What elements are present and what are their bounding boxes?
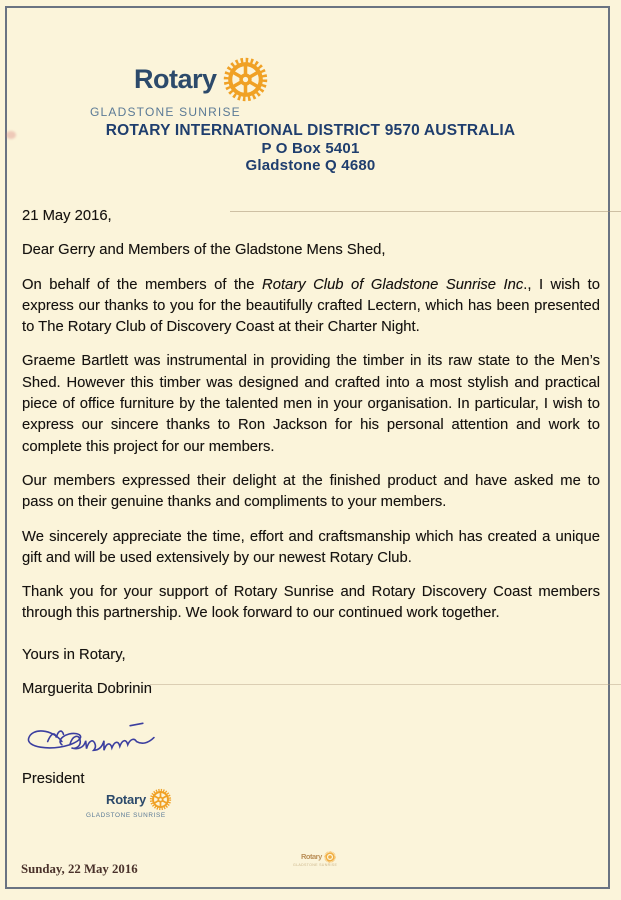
- rotary-club-name: GLADSTONE SUNRISE: [293, 863, 338, 867]
- paragraph-1: [22, 275, 600, 339]
- rotary-wordmark: Rotary: [106, 792, 146, 807]
- city-line: Gladstone Q 4680: [245, 157, 376, 174]
- rotary-logo-footer: [86, 788, 246, 819]
- paragraph-1-italic: Rotary Club of Gladstone Sunrise Inc: [262, 276, 524, 293]
- rotary-logo-row: [134, 56, 250, 103]
- letter-date: 21 May 2016,: [22, 208, 112, 224]
- rotary-club-name: GLADSTONE SUNRISE: [86, 812, 166, 819]
- paragraph-4: We sincerely appreciate the time, effort and craftsmanship which has created a unique gift and will be used extensively by our newest Rotary Club.: [22, 528, 600, 566]
- salutation: Dear Gerry and Members of the Gladstone Mens Shed,: [22, 242, 386, 259]
- rotary-logo-tiny: [293, 851, 453, 867]
- rotary-wheel-icon: [324, 851, 336, 863]
- rotary-club-name: GLADSTONE SUNRISE: [90, 105, 241, 119]
- paragraph-1-post: ., I wish to express our thanks to you for the beautifully crafted Lectern, which has been presented to The Rotary Club of Discovery Coast at their Charter Night.: [22, 276, 600, 336]
- paragraph-1-pre: On behalf of the members of the: [22, 276, 263, 293]
- paragraph-2: Graeme Bartlett was instrumental in providing the timber in its raw state to the Men’s Shed. However this timber was designed and crafted into a most stylish and practical piece of office furniture by the talented men in your organisation. In particular, I wish to express our sincere thanks to Ron Jackson for his personal attention and work to complete this project for our members.: [22, 353, 600, 455]
- rotary-wheel-icon: [222, 56, 269, 103]
- rotary-wordmark: Rotary: [301, 852, 322, 862]
- pobox-line: P O Box 5401: [261, 139, 360, 157]
- rotary-logo-header: [90, 56, 250, 119]
- signer-title: President: [22, 770, 85, 787]
- handwritten-signature: [20, 713, 600, 766]
- signer-name: Marguerita Dobrinin: [22, 681, 152, 698]
- district-line: ROTARY INTERNATIONAL DISTRICT 9570 AUSTRALIA: [105, 122, 516, 139]
- letter-body: [22, 206, 600, 803]
- closing-line: Yours in Rotary,: [22, 646, 126, 663]
- paragraph-5: Thank you for your support of Rotary Sunrise and Rotary Discovery Coast members through this partnership. We look forward to our continued work together.: [22, 584, 600, 622]
- paragraph-3: Our members expressed their delight at the finished product and have asked me to pass on their genuine thanks and compliments to your members.: [22, 472, 600, 511]
- print-date: Sunday, 22 May 2016: [21, 862, 138, 876]
- rotary-wordmark: Rotary: [134, 64, 217, 94]
- district-address-block: [0, 122, 621, 175]
- rotary-logo-row: [301, 851, 453, 863]
- scan-crease: [150, 684, 621, 685]
- rotary-wheel-icon: [149, 788, 172, 811]
- rotary-logo-row: [106, 788, 246, 811]
